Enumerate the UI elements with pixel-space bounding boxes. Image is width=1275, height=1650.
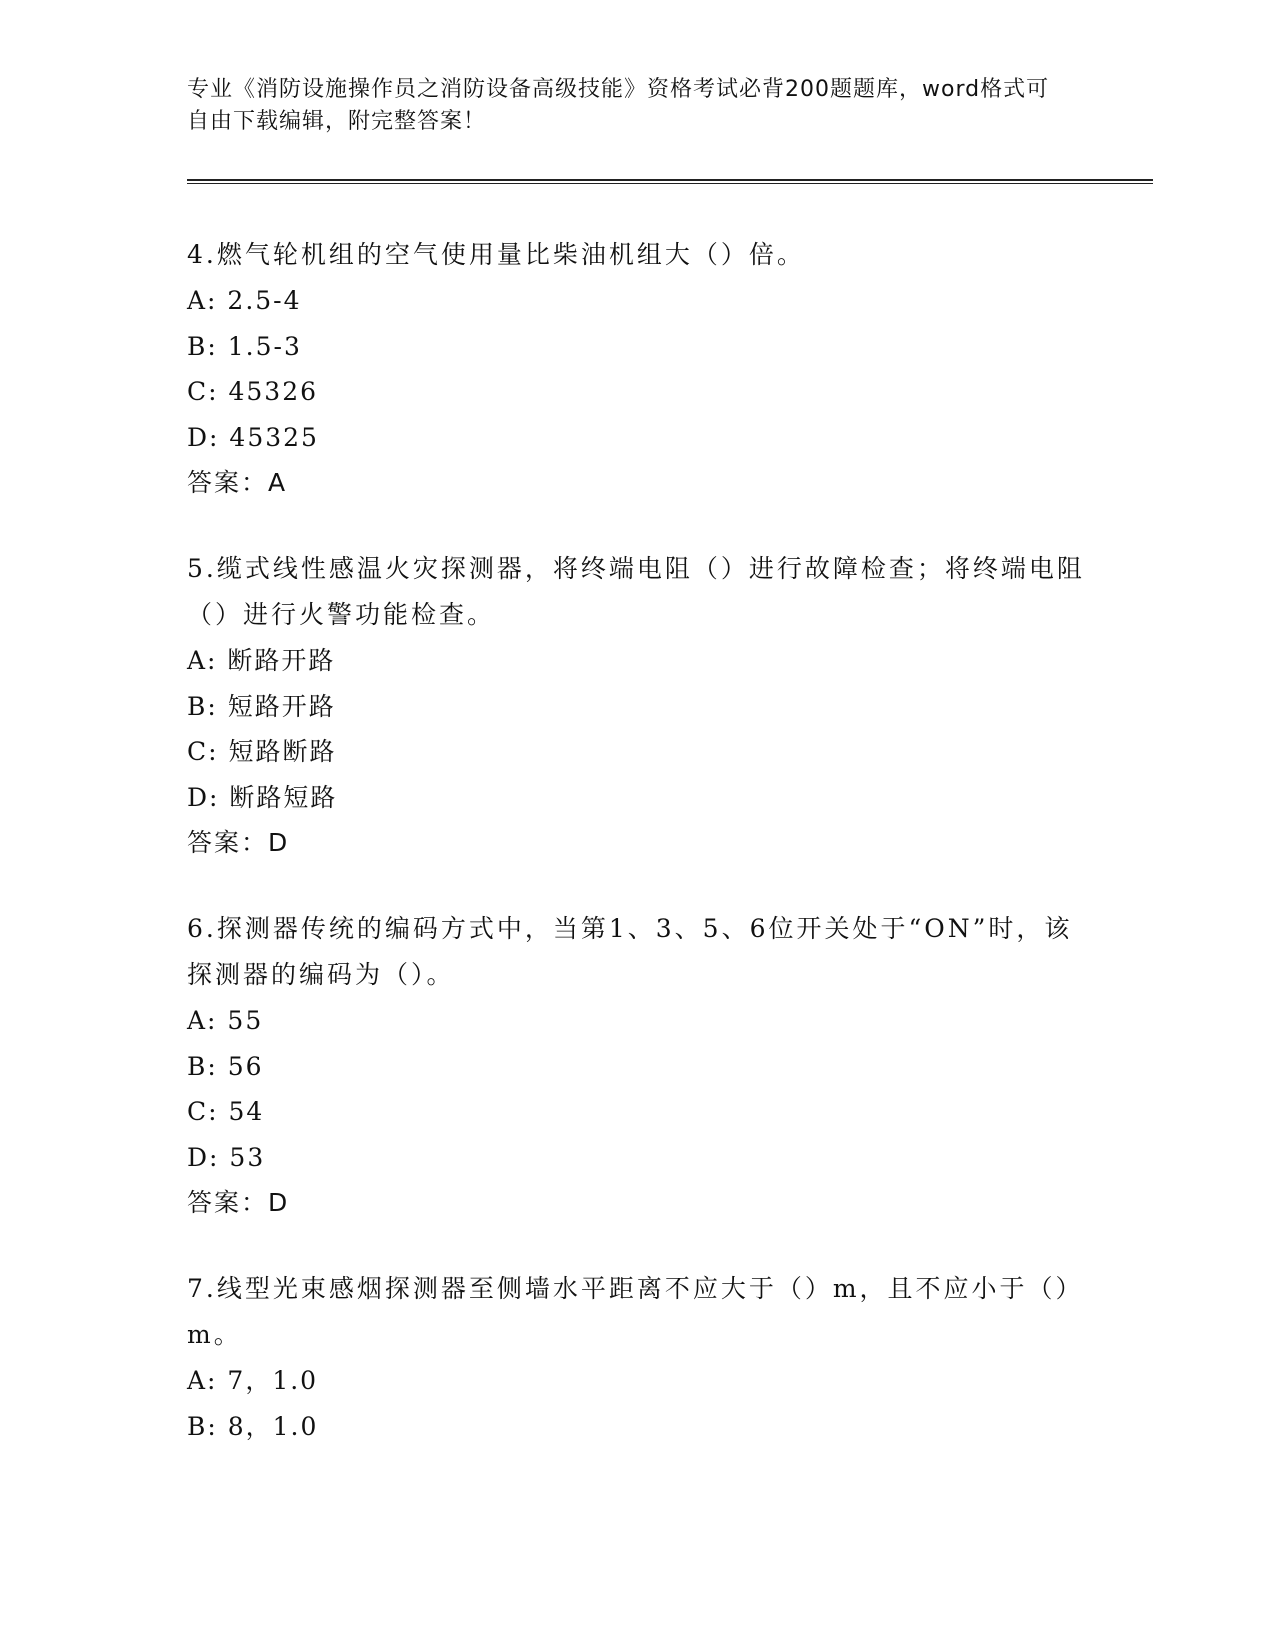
header-divider-bottom [187, 183, 1153, 184]
question-7 [187, 1266, 1087, 1449]
question-stem: 7.线型光束感烟探测器至侧墙水平距离不应大于（）m，且不应小于（）m。 [187, 1274, 1084, 1349]
option-a: A: 7，1.0 [187, 1366, 319, 1395]
header-divider-top [187, 179, 1153, 181]
option-b: B: 1.5-3 [187, 331, 302, 361]
option-d: D: 53 [187, 1142, 266, 1172]
answer-label: 答案：D [187, 1188, 290, 1217]
question-stem: 5.缆式线性感温火灾探测器，将终端电阻（）进行故障检查；将终端电阻（）进行火警功能检查。 [187, 554, 1085, 629]
question-stem: 4.燃气轮机组的空气使用量比柴油机组大（）倍。 [187, 240, 805, 269]
option-c: C: 45326 [187, 377, 319, 406]
option-c: C: 短路断路 [187, 737, 337, 766]
option-b: B: 8，1.0 [187, 1411, 319, 1441]
option-c: C: 54 [187, 1097, 265, 1126]
question-5 [187, 546, 1087, 866]
question-4 [187, 232, 1087, 506]
answer-label: 答案：A [187, 468, 288, 497]
option-b: B: 短路开路 [187, 691, 336, 721]
answer-label: 答案：D [187, 828, 290, 857]
document-header: 专业《消防设施操作员之消防设备高级技能》资格考试必背200题题库，word格式可自由下载编辑，附完整答案！ [187, 77, 1050, 134]
option-d: D: 45325 [187, 422, 319, 452]
question-list [187, 232, 1087, 1489]
option-a: A: 55 [187, 1006, 264, 1035]
option-a: A: 断路开路 [187, 646, 336, 675]
option-a: A: 2.5-4 [187, 286, 302, 315]
question-6 [187, 906, 1087, 1226]
option-b: B: 56 [187, 1051, 264, 1081]
question-stem: 6.探测器传统的编码方式中，当第1、3、5、6位开关处于“ON”时，该探测器的编码为（）。 [187, 914, 1073, 989]
option-d: D: 断路短路 [187, 782, 338, 812]
